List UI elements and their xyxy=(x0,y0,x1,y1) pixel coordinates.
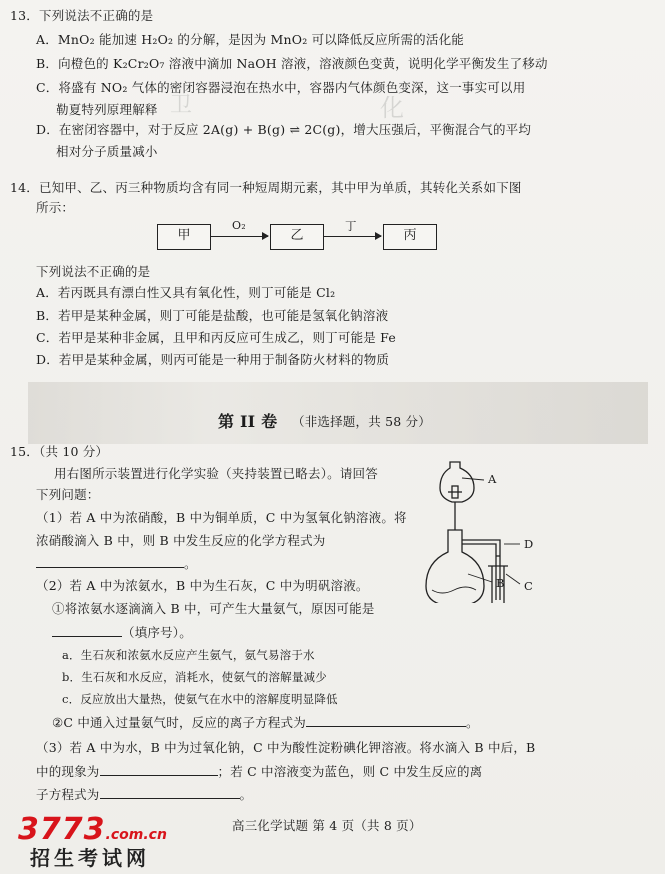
q13-option-a: A．MnO₂ 能加速 H₂O₂ 的分解，是因为 MnO₂ 可以降低反应所需的活化能 xyxy=(36,32,464,47)
apparatus-pointers xyxy=(462,478,520,584)
bleed-through: 化 xyxy=(380,94,404,122)
q13-option-d: D．在密闭容器中，对于反应 2A(g) + B(g) ⇌ 2C(g)，增大压强后，平衡混合气的平均 xyxy=(36,122,532,137)
q15-part1: （1）若 A 中为浓硝酸，B 中为铜单质，C 中为氢氧化钠溶液。将 xyxy=(36,510,407,525)
q13-option-b: B．向橙色的 K₂Cr₂O₇ 溶液中滴加 NaOH 溶液，溶液颜色变黄，说明化学平衡发生了移动 xyxy=(36,56,548,71)
apparatus-label-d: D xyxy=(524,537,534,551)
answer-blank xyxy=(100,763,218,776)
q15-option-b: b．生石灰和水反应，消耗水，使氨气的溶解量减少 xyxy=(62,670,327,684)
watermark-slogan: 招生考试网 xyxy=(30,846,150,870)
q15-intro-cont: 下列问题： xyxy=(36,487,100,502)
q14-arrow-2-label: 丁 xyxy=(345,219,357,233)
q13-option-d-cont: 相对分子质量减小 xyxy=(56,144,158,159)
answer-blank xyxy=(100,786,240,799)
q15-part2-1-hint: （填序号）。 xyxy=(122,625,192,640)
q15-option-a: a．生石灰和浓氨水反应产生氨气，氨气易溶于水 xyxy=(62,648,315,662)
q14-box-jia: 甲 xyxy=(157,224,211,250)
q15-part3-cont xyxy=(36,763,482,780)
apparatus-label-c: C xyxy=(524,579,533,593)
watermark-brand: 3773 xyxy=(18,812,106,847)
q14-option-a: A．若丙既具有漂白性又具有氧化性，则丁可能是 Cl₂ xyxy=(36,285,336,300)
bleed-through: 卫 xyxy=(170,93,193,118)
section-title: 第 II 卷 xyxy=(218,412,278,431)
q15-part3-end: 。 xyxy=(239,787,253,802)
section-bleed-band xyxy=(28,382,648,444)
q14-option-d: D．若甲是某种金属，则丙可能是一种用于制备防火材料的物质 xyxy=(36,352,390,367)
watermark-domain: .com.cn xyxy=(105,827,167,843)
q15-part1-cont: 浓硝酸滴入 B 中，则 B 中发生反应的化学方程式为 xyxy=(36,533,326,548)
q15-part2: （2）若 A 中为浓氨水，B 中为生石灰，C 中为明矾溶液。 xyxy=(36,578,369,593)
q15-part1-end: 。 xyxy=(184,556,197,571)
q15-part3-b2: ；若 C 中溶液变为蓝色，则 C 中发生反应的离 xyxy=(217,764,483,779)
section-subtitle: （非选择题，共 58 分） xyxy=(292,414,431,429)
q15-part2-1: ①将浓氨水逐滴滴入 B 中，可产生大量氨气，原因可能是 xyxy=(52,601,375,616)
q14-stem: 14．已知甲、乙、丙三种物质均含有同一种短周期元素，其中甲为单质，其转化关系如下图 xyxy=(10,180,522,195)
q13-option-c: C．将盛有 NO₂ 气体的密闭容器浸泡在热水中，容器内气体颜色变深，这一事实可以用 xyxy=(36,80,526,95)
q15-part2-2-text: ②C 中通入过量氨气时，反应的离子方程式为 xyxy=(52,715,306,730)
q13-option-c-cont: 勒夏特列原理解释 xyxy=(56,102,158,117)
q15-part3-line3 xyxy=(36,786,252,803)
apparatus-diagram xyxy=(408,458,558,603)
q14-arrow-1-label: O₂ xyxy=(232,219,246,232)
q15-part3: （3）若 A 中为水，B 中为过氧化钠，C 中为酸性淀粉碘化钾溶液。将水滴入 B 中后，B xyxy=(36,740,536,755)
q15-option-c: c．反应放出大量热，使氨气在水中的溶解度明显降低 xyxy=(62,692,338,706)
q14-box-yi: 乙 xyxy=(270,224,324,250)
q14-arrow-2 xyxy=(323,236,381,237)
answer-blank xyxy=(306,714,466,727)
q15-intro: 用右图所示装置进行化学实验（夹持装置已略去）。请回答 xyxy=(54,466,378,481)
q15-part2-2 xyxy=(52,714,479,731)
q14-option-b: B．若甲是某种金属，则丁可能是盐酸，也可能是氢氧化钠溶液 xyxy=(36,308,389,323)
q14-box-bing: 丙 xyxy=(383,224,437,250)
q15-part1-blank-line xyxy=(36,555,197,572)
page-footer: 高三化学试题 第 4 页（共 8 页） xyxy=(232,818,422,833)
q13-stem: 13．下列说法不正确的是 xyxy=(10,8,154,23)
q15-part3-b1: 中的现象为 xyxy=(36,764,100,779)
q15-part2-2-end: 。 xyxy=(465,715,479,730)
answer-blank xyxy=(52,624,122,637)
q15-part2-1-blank-line xyxy=(52,624,192,641)
q14-arrow-1 xyxy=(210,236,268,237)
apparatus-label-a: A xyxy=(488,472,497,486)
q14-stem-cont: 所示： xyxy=(36,200,75,215)
answer-blank xyxy=(36,555,184,568)
q14-option-c: C．若甲是某种非金属，且甲和丙反应可生成乙，则丁可能是 Fe xyxy=(36,330,396,345)
apparatus-label-b: B xyxy=(496,576,505,590)
q15-head: 15．（共 10 分） xyxy=(10,444,109,459)
q14-question: 下列说法不正确的是 xyxy=(36,264,151,279)
q15-part3-c: 子方程式为 xyxy=(36,787,100,802)
